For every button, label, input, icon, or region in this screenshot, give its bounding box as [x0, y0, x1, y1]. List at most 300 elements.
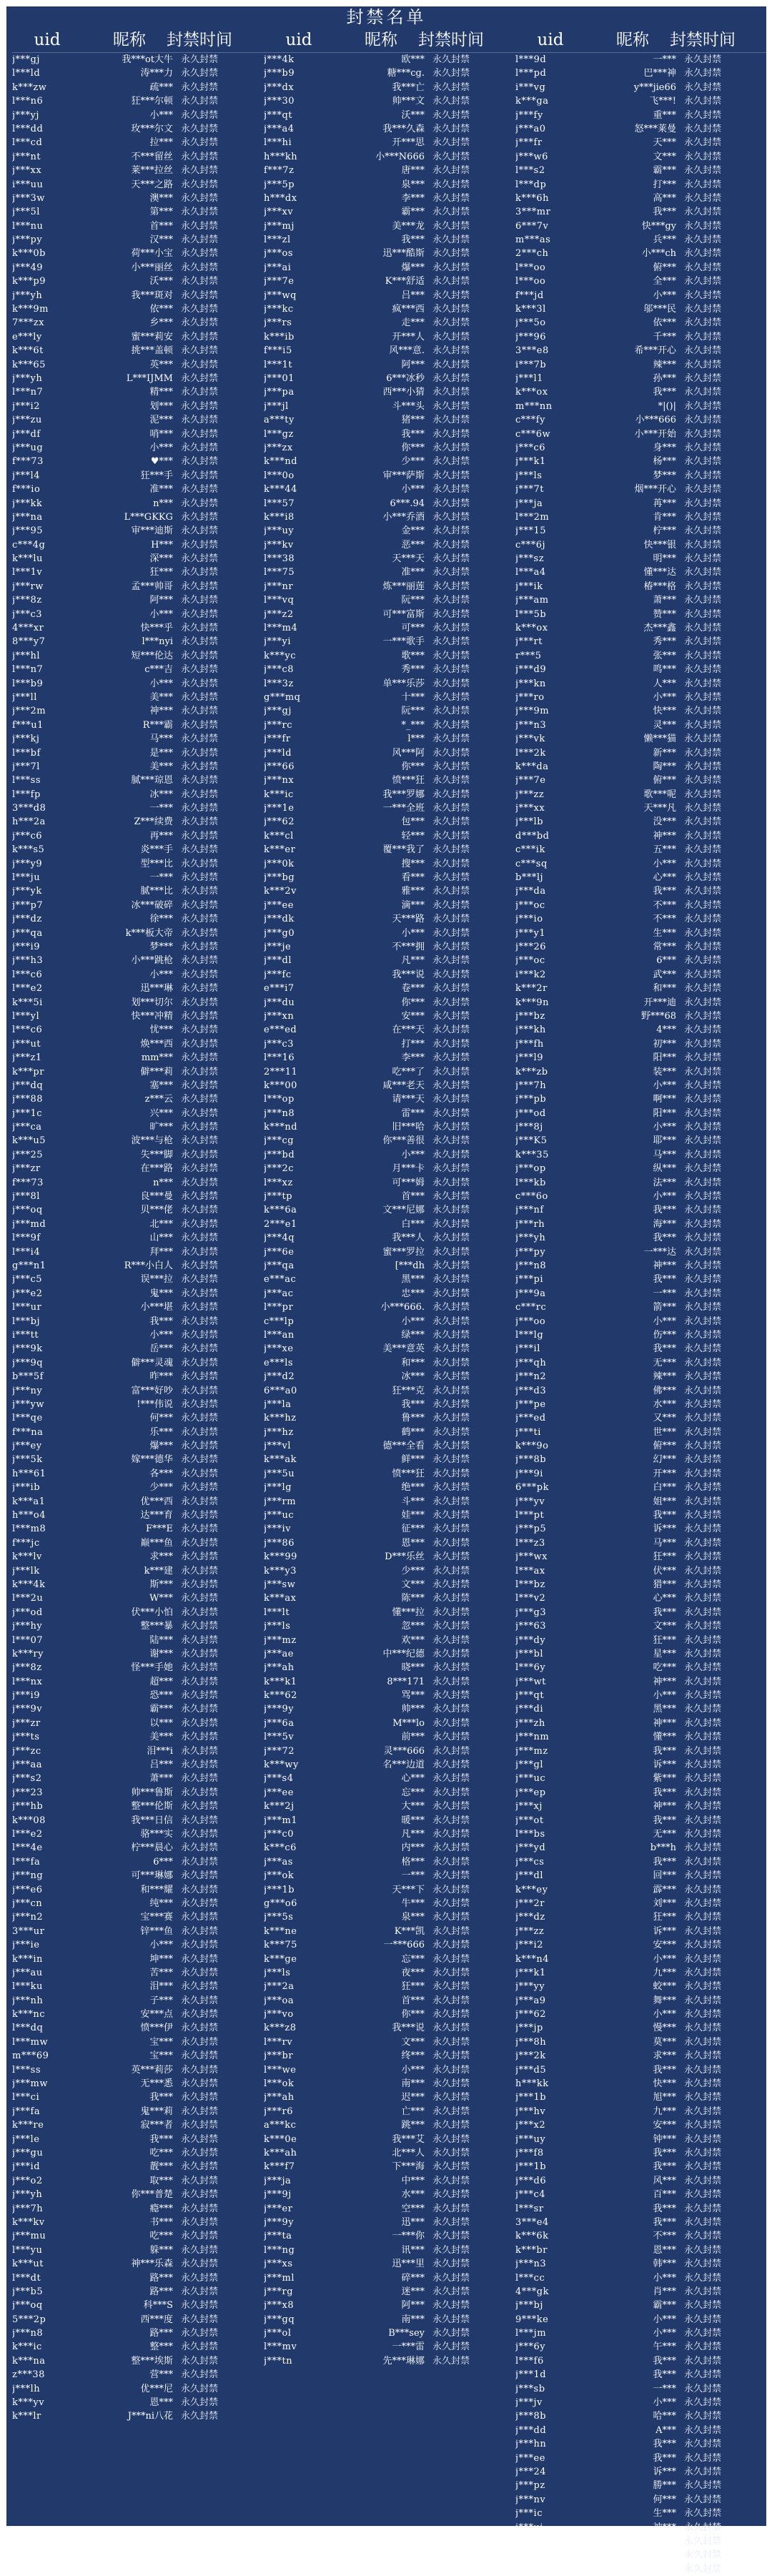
row-uid: l***c6 — [12, 969, 43, 980]
row-uid: h***o4 — [12, 1510, 46, 1521]
row-ban-time: 永久封禁 — [684, 2480, 722, 2492]
row-nickname: 黑*** — [401, 1274, 425, 1285]
row-uid: j***wq — [264, 290, 297, 301]
row-uid: l***38 — [264, 553, 295, 565]
ban-row — [264, 1384, 515, 1398]
row-uid: l***9f — [12, 1233, 41, 1244]
ban-row — [515, 1453, 767, 1466]
row-uid: j***oa — [264, 1995, 295, 2006]
ban-row — [12, 428, 264, 441]
row-uid: j***8z — [12, 1662, 42, 1674]
ban-row — [12, 1467, 264, 1481]
row-nickname: 午*** — [653, 2341, 676, 2353]
row-ban-time: 永久封禁 — [432, 914, 470, 925]
ban-row — [515, 538, 767, 552]
row-nickname: 泪*** — [149, 1981, 173, 1993]
row-nickname: 吃*** — [653, 1662, 676, 1674]
row-ban-time: 永久封禁 — [181, 1676, 219, 1687]
row-uid: j***dz — [515, 1912, 545, 1923]
row-nickname: 猪*** — [401, 415, 425, 426]
row-uid: j***ed — [515, 1413, 546, 1424]
row-uid: j***dq — [12, 1080, 44, 1091]
row-uid: l***2k — [515, 747, 546, 759]
row-uid: j***z1 — [12, 1052, 42, 1064]
row-uid: j***0k — [264, 858, 295, 869]
row-uid: l***hi — [264, 137, 292, 149]
row-nickname: 大*** — [401, 1801, 425, 1812]
row-uid: j***s2 — [12, 1773, 42, 1785]
row-nickname: 我***久森 — [382, 123, 425, 134]
ban-row — [264, 538, 515, 552]
row-uid: j***zz — [515, 1925, 545, 1937]
ban-row — [515, 954, 767, 967]
row-nickname: 九*** — [653, 1967, 676, 1978]
row-ban-time: 永久封禁 — [432, 179, 470, 190]
row-ban-time: 永久封禁 — [684, 1732, 722, 1743]
row-ban-time: 永久封禁 — [181, 2092, 219, 2103]
row-nickname: 卷*** — [401, 983, 425, 995]
row-nickname: H*** — [151, 539, 173, 551]
row-uid: k***i8 — [264, 511, 295, 523]
row-uid: l***b9 — [12, 678, 44, 689]
row-nickname: 法*** — [653, 1177, 676, 1188]
row-uid: k***44 — [264, 484, 297, 495]
row-nickname: 哈*** — [653, 2411, 676, 2422]
ban-row — [12, 704, 264, 718]
row-uid: j***9y — [264, 2216, 295, 2228]
ban-row — [264, 219, 515, 233]
row-nickname: 你*** — [401, 2009, 425, 2020]
row-uid: j***dk — [264, 914, 295, 925]
row-nickname: 小*** — [653, 1191, 676, 1203]
row-ban-time: 永久封禁 — [181, 650, 219, 661]
row-ban-time: 永久封禁 — [684, 1842, 722, 1854]
ban-row — [264, 2091, 515, 2104]
row-nickname: 姐*** — [653, 1496, 676, 1507]
ban-row — [264, 566, 515, 579]
ban-row — [12, 2188, 264, 2201]
row-ban-time: 永久封禁 — [181, 2216, 219, 2228]
ban-row — [12, 815, 264, 829]
ban-row — [12, 1218, 264, 1231]
row-nickname: 塞*** — [149, 1080, 173, 1091]
row-ban-time: 永久封禁 — [684, 456, 722, 468]
row-nickname: 沃*** — [401, 109, 425, 121]
row-nickname: 南*** — [401, 2314, 425, 2325]
row-ban-time: 永久封禁 — [684, 595, 722, 606]
row-ban-time: 永久封禁 — [181, 1925, 219, 1937]
row-uid: j***i2 — [515, 1940, 543, 1951]
ban-row — [515, 1384, 767, 1398]
row-ban-time: 永久封禁 — [432, 387, 470, 398]
ban-row — [515, 289, 767, 302]
row-nickname: 涛***力 — [140, 68, 173, 79]
row-nickname: 中*** — [401, 2175, 425, 2186]
ban-row — [264, 2285, 515, 2299]
row-nickname: 僻***灵魂 — [131, 1357, 173, 1368]
row-uid: l***gz — [264, 428, 294, 440]
row-uid: j***vo — [264, 2009, 294, 2020]
ban-row — [12, 1938, 264, 1952]
row-uid: j***wt — [515, 1676, 546, 1687]
row-nickname: 哨*** — [149, 428, 173, 440]
row-uid: j***fr — [264, 734, 291, 745]
row-ban-time: 永久封禁 — [684, 623, 722, 634]
row-ban-time: 永久封禁 — [684, 969, 722, 980]
row-uid: j***6y — [515, 2341, 546, 2353]
ban-row — [264, 358, 515, 372]
row-ban-time: 永久封禁 — [684, 1385, 722, 1396]
row-ban-time: 永久封禁 — [684, 1773, 722, 1785]
ban-row — [264, 2133, 515, 2146]
row-uid: k***08 — [12, 1815, 46, 1826]
row-nickname: 少*** — [401, 1565, 425, 1576]
row-nickname: 锌***鱼 — [140, 1925, 173, 1937]
row-uid: k***5i — [12, 997, 43, 1008]
ban-row — [264, 1814, 515, 1827]
row-nickname: 冰*** — [149, 789, 173, 800]
row-uid: j***w6 — [515, 151, 548, 162]
ban-row — [264, 1010, 515, 1023]
ban-row — [12, 164, 264, 177]
ban-row — [264, 2216, 515, 2229]
row-ban-time: 永久封禁 — [181, 2300, 219, 2311]
row-ban-time: 永久封禁 — [684, 1940, 722, 1951]
row-nickname: 一***雷 — [392, 2341, 425, 2353]
row-ban-time: 永久封禁 — [432, 1316, 470, 1327]
row-nickname: 嫁***德华 — [131, 1454, 173, 1466]
row-nickname: 滴*** — [401, 899, 425, 911]
row-uid: j***l4 — [12, 470, 40, 481]
row-nickname: 审***萨斯 — [382, 470, 425, 481]
row-uid: j***8b — [515, 1454, 547, 1466]
row-nickname: 狂***手 — [140, 470, 173, 481]
row-uid: l***e2 — [12, 1829, 43, 1840]
row-uid: l***e2 — [12, 983, 43, 995]
row-ban-time: 永久封禁 — [181, 1052, 219, 1064]
row-nickname: 无*** — [653, 1357, 676, 1368]
ban-row — [264, 719, 515, 732]
row-ban-time: 永久封禁 — [181, 2133, 219, 2145]
ban-row — [264, 1897, 515, 1910]
ban-row — [515, 316, 767, 330]
row-uid: b***lj — [515, 872, 544, 884]
row-uid: j***jv — [515, 2397, 543, 2409]
row-ban-time: 永久封禁 — [181, 1357, 219, 1368]
row-uid: 3***mr — [515, 207, 551, 218]
row-uid: j***ib — [12, 1482, 41, 1494]
row-ban-time: 永久封禁 — [684, 706, 722, 717]
ban-row — [264, 593, 515, 607]
row-uid: j***dl — [264, 955, 292, 967]
row-nickname: 小*** — [149, 109, 173, 121]
row-ban-time: 永久封禁 — [684, 2286, 722, 2297]
row-nickname: 打*** — [653, 179, 676, 190]
row-nickname: 西***度 — [140, 2314, 173, 2325]
row-nickname: 科***S — [143, 2300, 173, 2311]
row-nickname: 征*** — [401, 1524, 425, 1535]
row-nickname: 神*** — [653, 1801, 676, 1812]
row-uid: k***f7 — [264, 2161, 295, 2173]
ban-row — [264, 178, 515, 192]
header-ban-time: 封禁时间 — [418, 31, 484, 49]
ban-row — [12, 2008, 264, 2021]
ban-row — [264, 1481, 515, 1494]
row-nickname: 走*** — [401, 317, 425, 329]
ban-row — [515, 1342, 767, 1356]
row-uid: e***ac — [264, 1274, 297, 1285]
row-nickname: 李*** — [401, 192, 425, 204]
row-ban-time: 永久封禁 — [684, 567, 722, 578]
ban-row — [515, 2008, 767, 2021]
ban-row — [515, 1966, 767, 1980]
row-uid: k***99 — [264, 1551, 297, 1563]
row-nickname: 陶*** — [653, 761, 676, 772]
row-ban-time: 永久封禁 — [684, 872, 722, 884]
row-uid: j***mz — [264, 1634, 297, 1646]
row-ban-time: 永久封禁 — [684, 1149, 722, 1160]
ban-row — [12, 774, 264, 787]
ban-row — [264, 1619, 515, 1633]
ban-row — [515, 2479, 767, 2492]
ban-row — [515, 760, 767, 774]
row-uid: l***5v — [264, 1732, 295, 1743]
row-nickname: 歌*** — [401, 650, 425, 661]
row-nickname: 神*** — [653, 1260, 676, 1271]
ban-row — [264, 1218, 515, 1231]
ban-row — [12, 1245, 264, 1259]
row-ban-time: 永久封禁 — [181, 803, 219, 814]
row-nickname: 雅*** — [401, 886, 425, 897]
row-uid: k***z8 — [264, 2023, 297, 2034]
row-ban-time: 永久封禁 — [684, 2424, 722, 2436]
row-ban-time: 永久封禁 — [432, 359, 470, 370]
ban-row — [515, 1592, 767, 1605]
row-uid: f***na — [12, 1426, 44, 1438]
row-uid: j***fc — [264, 969, 292, 980]
row-nickname: 疏*** — [149, 82, 173, 93]
ban-row — [264, 497, 515, 510]
ban-row — [264, 1176, 515, 1190]
row-uid: j***er — [264, 2203, 293, 2214]
ban-row — [12, 192, 264, 205]
row-uid: l***qe — [12, 1413, 43, 1424]
row-ban-time: 永久封禁 — [181, 567, 219, 578]
row-nickname: 轻*** — [401, 830, 425, 842]
row-uid: j***66 — [264, 761, 295, 772]
row-nickname: K***舒适 — [385, 276, 425, 287]
ban-row — [264, 677, 515, 691]
ban-row — [264, 1023, 515, 1037]
row-nickname: 少*** — [401, 456, 425, 468]
row-nickname: R***小白人 — [124, 1260, 173, 1271]
row-uid: l***ci — [12, 2092, 40, 2103]
row-nickname: 爆*** — [149, 1441, 173, 1452]
row-nickname: 忠*** — [401, 1288, 425, 1299]
ban-row — [264, 1037, 515, 1051]
ban-row — [515, 2285, 767, 2299]
row-ban-time: 永久封禁 — [684, 1025, 722, 1036]
row-uid: l***f6 — [515, 2355, 544, 2367]
row-ban-time: 永久封禁 — [432, 1107, 470, 1119]
row-ban-time: 永久封禁 — [181, 1177, 219, 1188]
row-nickname: 我*** — [653, 1745, 676, 1757]
row-uid: j***gq — [264, 2314, 295, 2325]
row-ban-time: 永久封禁 — [432, 899, 470, 911]
row-ban-time: 永久封禁 — [181, 456, 219, 468]
ban-row — [264, 1051, 515, 1065]
row-uid: j***6e — [264, 1246, 295, 1258]
ban-row — [264, 704, 515, 718]
row-uid: l***n7 — [12, 664, 44, 676]
row-nickname: 白*** — [401, 1218, 425, 1230]
row-nickname: y***jie66 — [633, 82, 676, 93]
row-nickname: 第*** — [149, 207, 173, 218]
header-uid: uid — [34, 31, 61, 49]
row-ban-time: 永久封禁 — [181, 1981, 219, 1993]
ban-row — [264, 1342, 515, 1356]
row-uid: j***1e — [264, 803, 295, 814]
row-nickname: n*** — [153, 1177, 173, 1188]
row-nickname: 昨*** — [149, 1371, 173, 1383]
row-nickname: F***E — [145, 1524, 173, 1535]
ban-row — [264, 483, 515, 496]
row-nickname: 迅***琳 — [140, 983, 173, 995]
row-ban-time: 永久封禁 — [684, 2355, 722, 2367]
row-ban-time: 永久封禁 — [181, 96, 219, 107]
ban-row — [12, 413, 264, 427]
row-nickname: *_*** — [401, 719, 425, 731]
row-uid: c***6j — [515, 539, 546, 551]
row-uid: j***ic — [515, 2508, 543, 2520]
row-uid: j***e6 — [12, 1884, 43, 1895]
row-ban-time: 永久封禁 — [684, 1537, 722, 1549]
row-uid: j***9v — [12, 1704, 43, 1715]
ban-row — [515, 2521, 767, 2535]
ban-row — [12, 593, 264, 607]
row-uid: j***il — [515, 1343, 540, 1355]
row-nickname: 全*** — [653, 276, 676, 287]
header-nickname: 昵称 — [365, 31, 397, 49]
row-nickname: 徐*** — [149, 914, 173, 925]
ban-row — [12, 801, 264, 815]
row-uid: k***75 — [264, 1940, 297, 1951]
row-ban-time: 永久封禁 — [432, 1357, 470, 1368]
row-uid: l***16 — [264, 1052, 295, 1064]
row-uid: j***01 — [264, 372, 295, 384]
row-uid: j***i9 — [12, 942, 40, 952]
row-ban-time: 永久封禁 — [684, 2383, 722, 2394]
ban-row — [12, 2396, 264, 2409]
row-nickname: 文*** — [653, 1621, 676, 1632]
row-uid: i***vg — [515, 82, 546, 93]
row-uid: 6***a0 — [264, 1385, 297, 1396]
ban-row — [515, 247, 767, 260]
row-nickname: 杨*** — [653, 456, 676, 468]
row-ban-time: 永久封禁 — [432, 1648, 470, 1659]
row-uid: j***hy — [12, 1621, 43, 1632]
row-nickname: 一***全班 — [382, 803, 425, 814]
row-nickname: 我***罗娜 — [382, 789, 425, 800]
row-uid: j***nh — [12, 1995, 44, 2006]
ban-row — [264, 441, 515, 455]
ban-row — [515, 1481, 767, 1494]
row-ban-time: 永久封禁 — [684, 1343, 722, 1355]
row-ban-time: 永久封禁 — [684, 470, 722, 481]
row-nickname: 神***乐森 — [131, 2259, 173, 2270]
row-nickname: 挑***盖顿 — [131, 345, 173, 357]
row-uid: l***ju — [12, 872, 41, 884]
ban-row — [264, 233, 515, 247]
row-uid: j***d9 — [515, 664, 547, 676]
row-ban-time: 永久封禁 — [181, 1122, 219, 1133]
ban-row — [515, 150, 767, 164]
ban-row — [264, 2077, 515, 2091]
row-uid: l***lt — [264, 1607, 290, 1618]
row-nickname: 跳*** — [401, 2120, 425, 2131]
row-nickname: 快***乎 — [140, 623, 173, 634]
row-uid: k***hz — [264, 1413, 297, 1424]
row-ban-time: 永久封禁 — [432, 82, 470, 93]
row-uid: j***yy — [515, 1981, 545, 1993]
row-ban-time: 永久封禁 — [432, 969, 470, 980]
row-ban-time: 永久封禁 — [181, 1385, 219, 1396]
row-uid: l***bs — [515, 1829, 545, 1840]
row-nickname: 炎***手 — [140, 844, 173, 856]
ban-row — [264, 982, 515, 995]
row-ban-time: 永久封禁 — [181, 2314, 219, 2325]
row-nickname: 疯***西 — [392, 304, 425, 315]
ban-row — [515, 1037, 767, 1051]
row-uid: l***mv — [264, 2341, 297, 2353]
ban-row — [264, 1148, 515, 1162]
ban-row — [264, 1966, 515, 1980]
ban-row — [515, 1426, 767, 1439]
row-ban-time: 永久封禁 — [684, 1953, 722, 1965]
row-ban-time: 永久封禁 — [432, 2078, 470, 2090]
row-nickname: 和***耀 — [140, 1884, 173, 1895]
row-nickname: 少*** — [149, 1482, 173, 1494]
row-ban-time: 永久封禁 — [684, 2051, 722, 2062]
row-nickname: 6*** — [153, 1856, 173, 1867]
row-nickname: 灵***666 — [383, 1745, 425, 1757]
row-ban-time: 永久封禁 — [684, 2133, 722, 2145]
row-nickname: 钟*** — [653, 2133, 676, 2145]
ban-row — [12, 1606, 264, 1619]
ban-row — [515, 2133, 767, 2146]
header-ban-time: 封禁时间 — [670, 31, 736, 49]
row-uid: j***rs — [264, 317, 292, 329]
row-uid: j***5u — [264, 1468, 295, 1479]
ban-row — [12, 469, 264, 483]
row-ban-time: 永久封禁 — [432, 1010, 470, 1022]
row-ban-time: 永久封禁 — [684, 539, 722, 551]
row-ban-time: 永久封禁 — [432, 858, 470, 869]
row-nickname: 牛*** — [401, 1898, 425, 1909]
row-ban-time: 永久封禁 — [432, 498, 470, 509]
ban-row — [264, 746, 515, 760]
ban-row — [12, 829, 264, 843]
row-ban-time: 永久封禁 — [181, 276, 219, 287]
row-uid: j***vl — [264, 1441, 292, 1452]
ban-row — [12, 122, 264, 136]
ban-row — [515, 2562, 767, 2576]
row-ban-time: 永久封禁 — [432, 1856, 470, 1867]
ban-row — [515, 400, 767, 413]
row-ban-time: 永久封禁 — [684, 1080, 722, 1091]
ban-row — [12, 1536, 264, 1550]
row-ban-time: 永久封禁 — [432, 2355, 470, 2367]
